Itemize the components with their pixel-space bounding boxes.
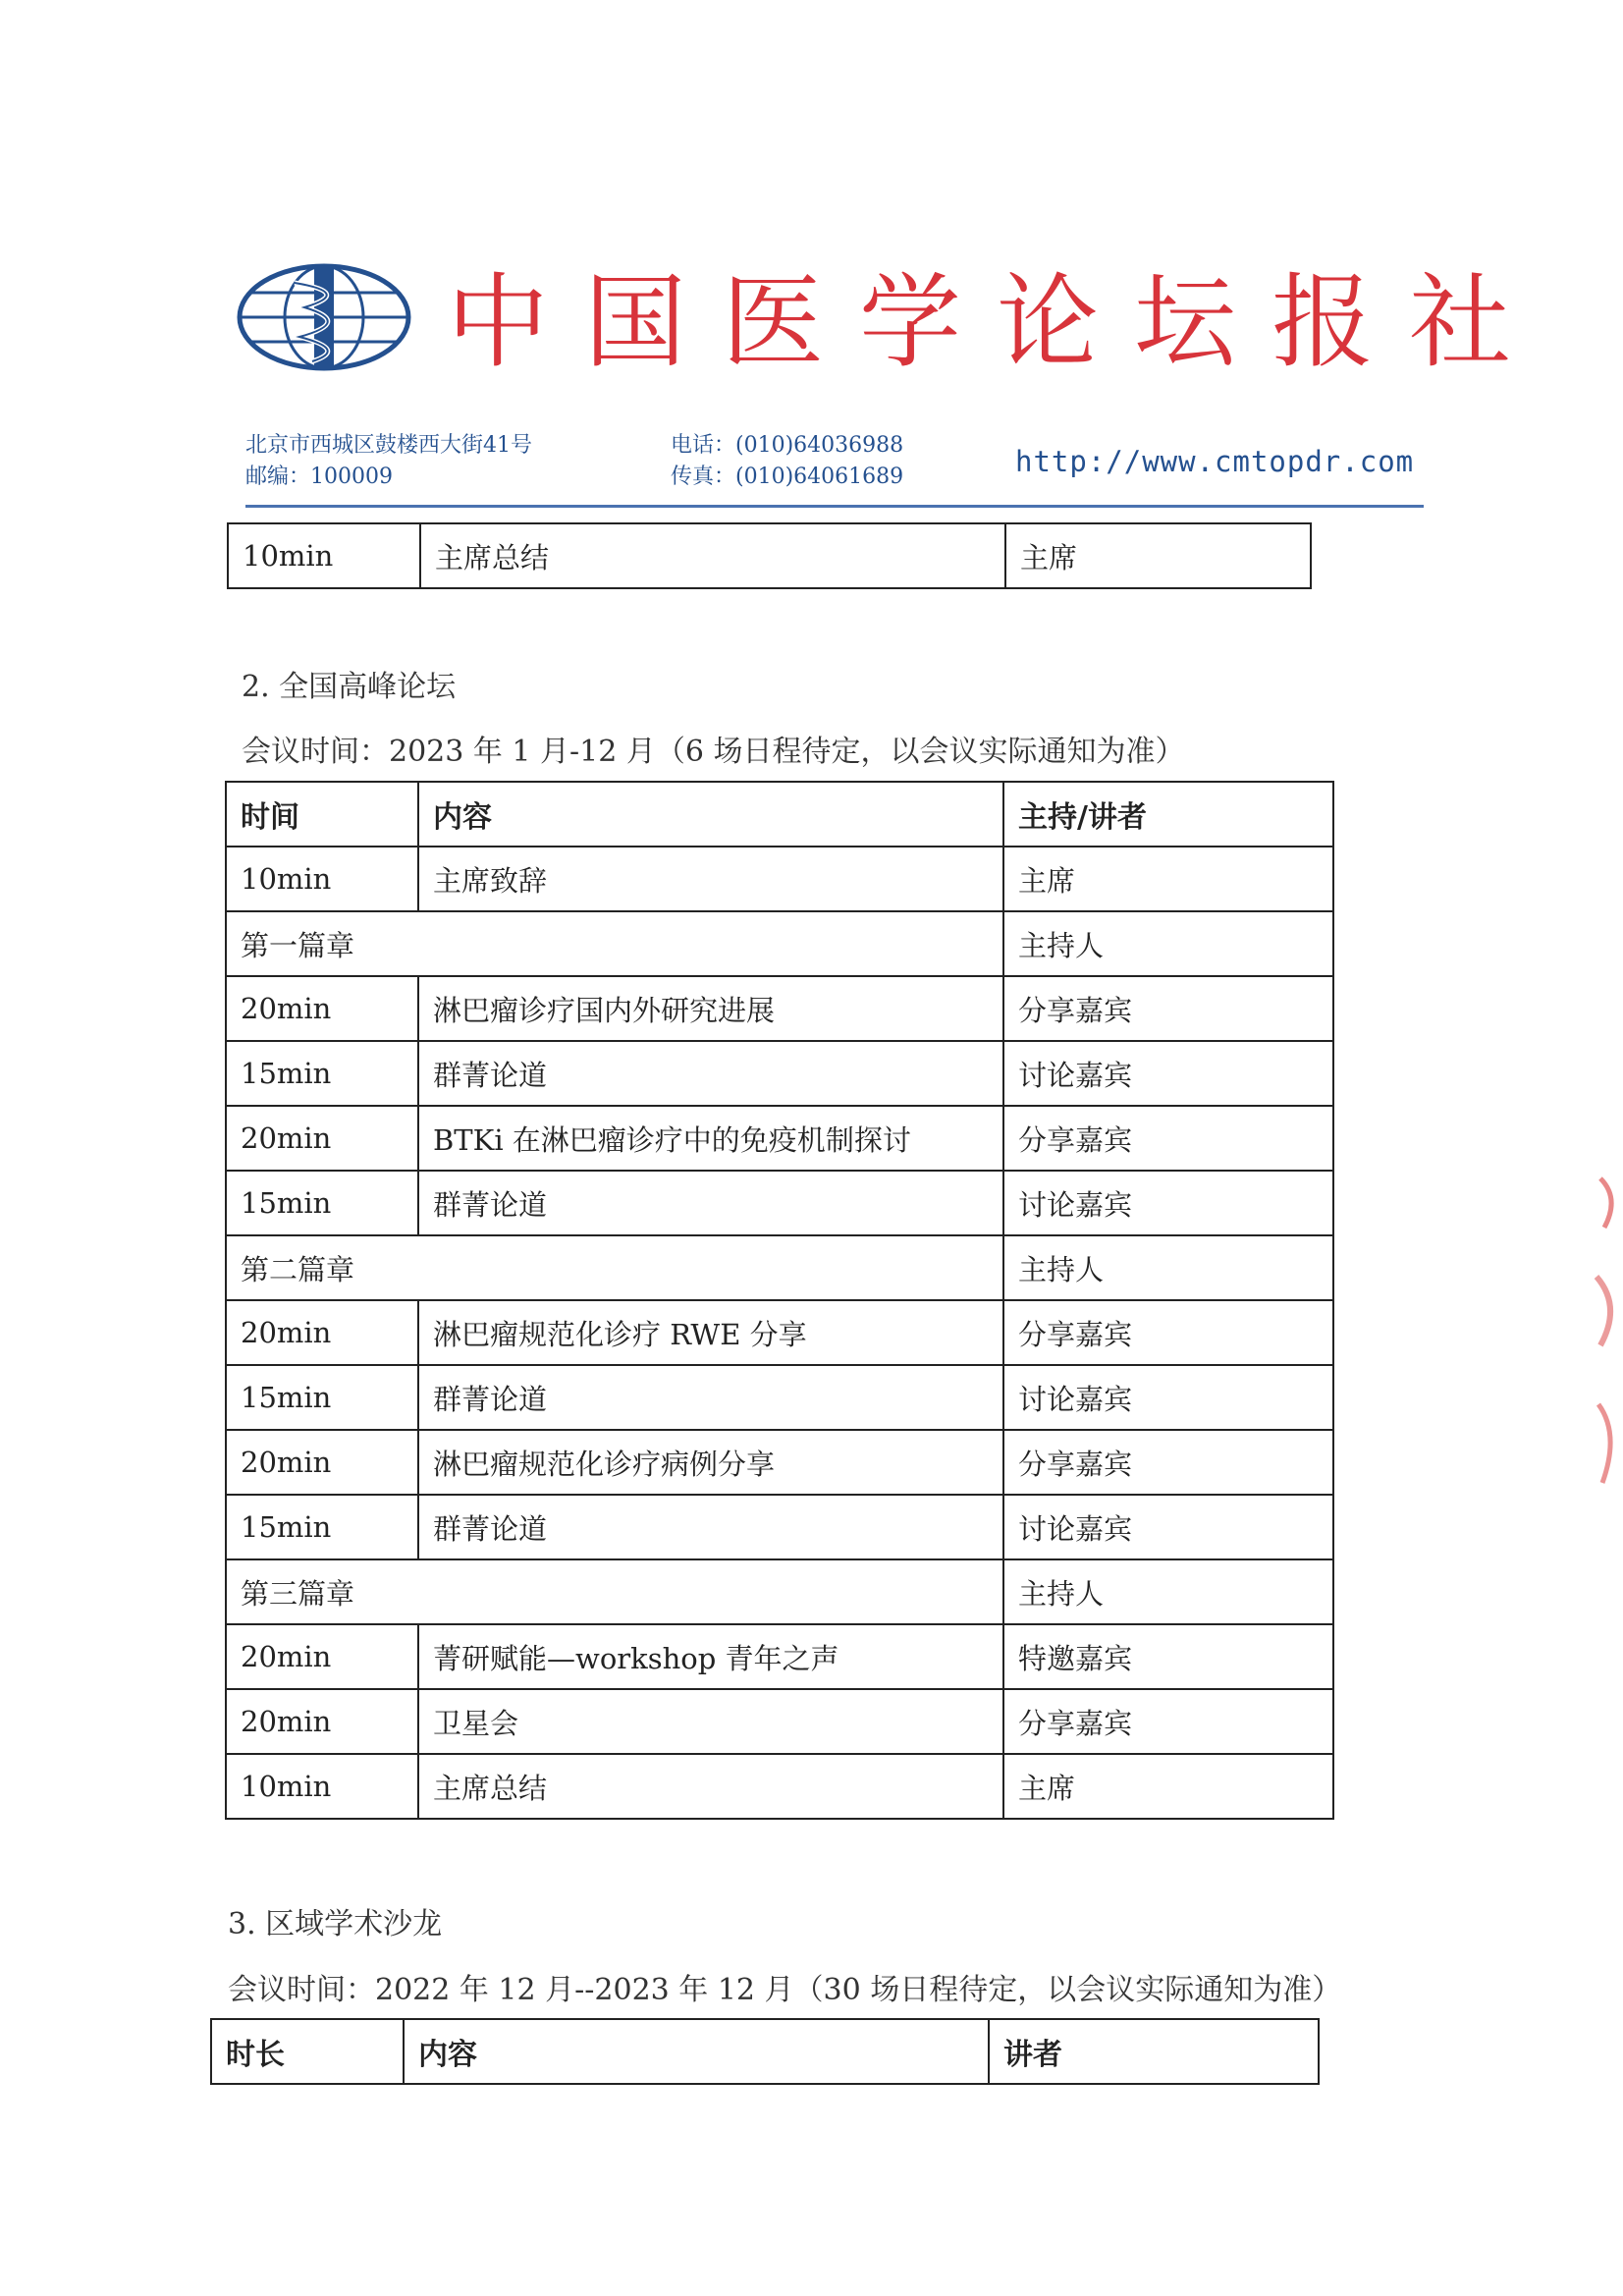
table-row xyxy=(226,1689,1333,1754)
header-time: 时间 xyxy=(226,782,418,847)
host-cell: 分享嘉宾 xyxy=(1003,1689,1333,1754)
content-cell: 群菁论道 xyxy=(418,1041,1003,1106)
host-cell: 讨论嘉宾 xyxy=(1003,1171,1333,1235)
content-cell: 菁研赋能—workshop 青年之声 xyxy=(418,1624,1003,1689)
time-cell: 20min xyxy=(226,1624,418,1689)
content-cell: 群菁论道 xyxy=(418,1495,1003,1559)
host-cell: 主席 xyxy=(1003,847,1333,911)
content-cell: 主席致辞 xyxy=(418,847,1003,911)
host-cell: 主席 xyxy=(1005,523,1311,588)
host-cell: 讨论嘉宾 xyxy=(1003,1041,1333,1106)
header-content: 内容 xyxy=(418,782,1003,847)
chapter-cell: 第二篇章 xyxy=(226,1235,1003,1300)
host-cell: 主持人 xyxy=(1003,1559,1333,1624)
meeting-time: 会议时间：2022 年 12 月--2023 年 12 月（30 场日程待定，以会议实际通知为准） xyxy=(228,1973,1342,2007)
time-cell: 15min xyxy=(226,1365,418,1430)
host-cell: 主席 xyxy=(1003,1754,1333,1819)
content-cell: 主席总结 xyxy=(420,523,1005,588)
content-cell: 群菁论道 xyxy=(418,1365,1003,1430)
time-cell: 20min xyxy=(226,1430,418,1495)
table-row xyxy=(226,1495,1333,1559)
org-name: 中国医学论坛报社 xyxy=(447,262,1547,382)
continued-table xyxy=(227,522,1312,589)
content-cell: 淋巴瘤诊疗国内外研究进展 xyxy=(418,976,1003,1041)
table-header-row xyxy=(226,782,1333,847)
website-link[interactable]: http://www.cmtopdr.com xyxy=(1015,445,1415,478)
table-row xyxy=(226,1171,1333,1235)
host-cell: 讨论嘉宾 xyxy=(1003,1365,1333,1430)
chapter-row xyxy=(226,911,1333,976)
content-cell: 群菁论道 xyxy=(418,1171,1003,1235)
table-row xyxy=(226,847,1333,911)
time-cell: 20min xyxy=(226,1689,418,1754)
section-title: 3. 区域学术沙龙 xyxy=(228,1907,443,1941)
header-host: 讲者 xyxy=(989,2019,1319,2084)
host-cell: 主持人 xyxy=(1003,1235,1333,1300)
table-row xyxy=(226,1754,1333,1819)
table-row xyxy=(228,523,1311,588)
table-row xyxy=(226,1430,1333,1495)
host-cell: 分享嘉宾 xyxy=(1003,1300,1333,1365)
phone-line: 电话：(010)64036988 xyxy=(671,433,904,458)
content-cell: 淋巴瘤规范化诊疗 RWE 分享 xyxy=(418,1300,1003,1365)
chapter-row xyxy=(226,1559,1333,1624)
time-cell: 10min xyxy=(226,847,418,911)
content-cell: 主席总结 xyxy=(418,1754,1003,1819)
header-content: 内容 xyxy=(404,2019,989,2084)
table-row xyxy=(226,1300,1333,1365)
time-cell: 10min xyxy=(226,1754,418,1819)
content-cell: 淋巴瘤规范化诊疗病例分享 xyxy=(418,1430,1003,1495)
section-title: 2. 全国高峰论坛 xyxy=(242,670,457,704)
time-cell: 10min xyxy=(228,523,420,588)
header-divider xyxy=(245,505,1424,508)
seal-stamp-edge xyxy=(1591,1159,1623,1512)
chapter-cell: 第一篇章 xyxy=(226,911,1003,976)
time-cell: 15min xyxy=(226,1171,418,1235)
content-cell: BTKi 在淋巴瘤诊疗中的免疫机制探讨 xyxy=(418,1106,1003,1171)
table-row xyxy=(226,1041,1333,1106)
time-cell: 15min xyxy=(226,1041,418,1106)
host-cell: 分享嘉宾 xyxy=(1003,976,1333,1041)
host-cell: 分享嘉宾 xyxy=(1003,1430,1333,1495)
table-row xyxy=(226,976,1333,1041)
host-cell: 讨论嘉宾 xyxy=(1003,1495,1333,1559)
header-time: 时长 xyxy=(211,2019,404,2084)
address-block xyxy=(245,430,532,493)
forum-schedule-table xyxy=(225,781,1334,1820)
time-cell: 15min xyxy=(226,1495,418,1559)
chapter-row xyxy=(226,1235,1333,1300)
table-header-row xyxy=(211,2019,1319,2084)
globe-caduceus-logo xyxy=(236,263,412,371)
host-cell: 主持人 xyxy=(1003,911,1333,976)
content-cell: 卫星会 xyxy=(418,1689,1003,1754)
postcode-line: 邮编：100009 xyxy=(245,465,393,489)
header-host: 主持/讲者 xyxy=(1003,782,1333,847)
chapter-cell: 第三篇章 xyxy=(226,1559,1003,1624)
salon-schedule-table xyxy=(210,2018,1320,2085)
table-row xyxy=(226,1106,1333,1171)
phone-block xyxy=(671,430,903,493)
host-cell: 分享嘉宾 xyxy=(1003,1106,1333,1171)
table-row xyxy=(226,1365,1333,1430)
host-cell: 特邀嘉宾 xyxy=(1003,1624,1333,1689)
time-cell: 20min xyxy=(226,976,418,1041)
table-row xyxy=(226,1624,1333,1689)
address-line: 北京市西城区鼓楼西大街41号 xyxy=(245,433,532,458)
fax-line: 传真：(010)64061689 xyxy=(671,465,904,489)
meeting-time: 会议时间：2023 年 1 月-12 月（6 场日程待定，以会议实际通知为准） xyxy=(242,735,1185,769)
time-cell: 20min xyxy=(226,1300,418,1365)
time-cell: 20min xyxy=(226,1106,418,1171)
